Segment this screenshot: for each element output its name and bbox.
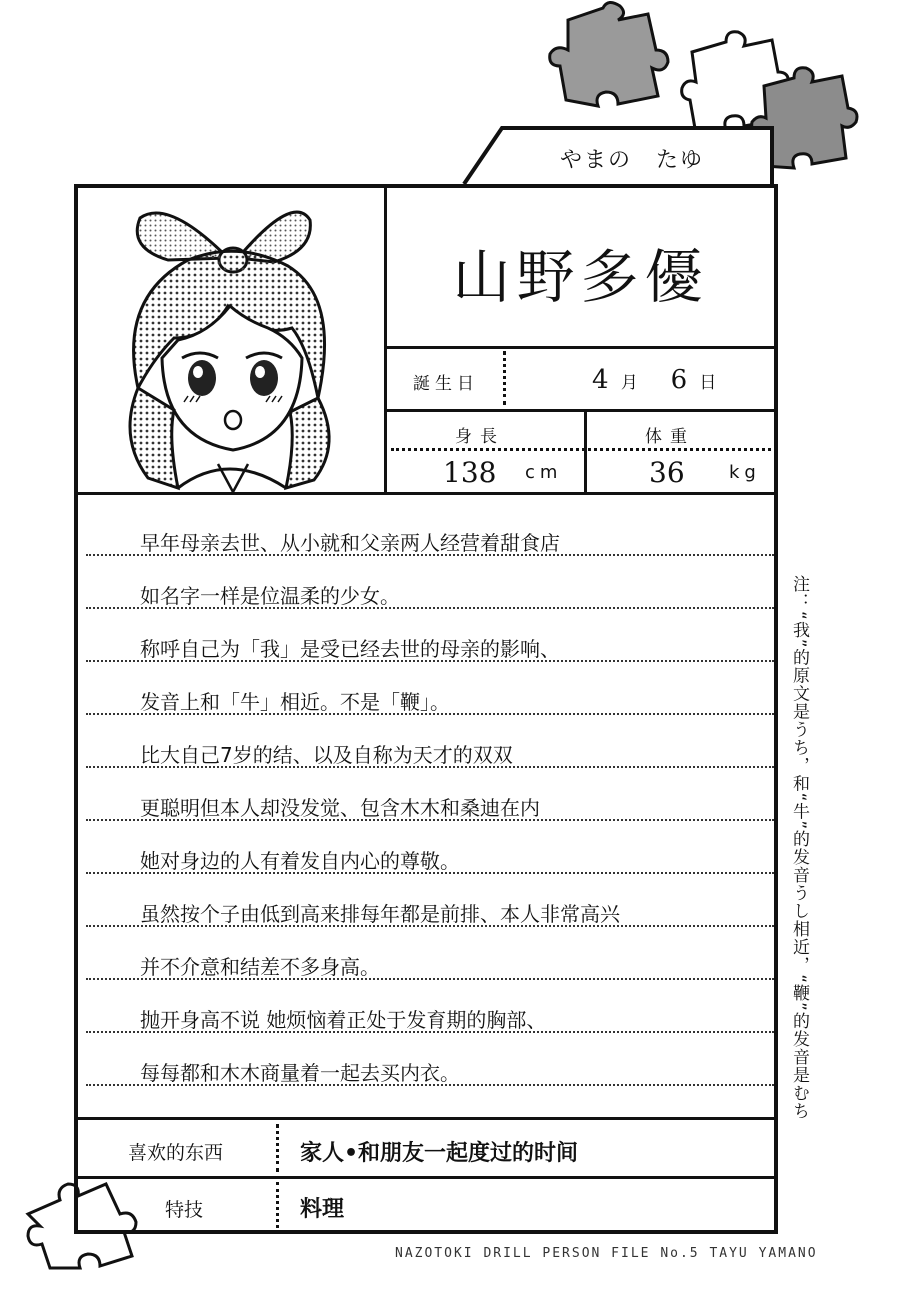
description-line: 虽然按个子由低到高来排每年都是前排、本人非常高兴 [140,902,620,926]
skill-label: 特技 [165,1199,204,1221]
birthday-value [592,365,718,395]
description-line: 她对身边的人有着发自内心的尊敬。 [140,849,460,873]
ruled-line [86,925,774,927]
birthday-row [387,349,774,412]
ruled-line [86,978,774,980]
ruled-line [86,819,774,821]
weight-cell [587,412,774,492]
height-label: 身長 [455,427,505,447]
ruled-line [86,713,774,715]
skill-value: 料理 [300,1197,345,1222]
ruled-line [86,607,774,609]
likes-divider [276,1124,279,1172]
description-line: 并不介意和结差不多身高。 [140,955,380,979]
character-portrait [78,188,387,492]
description-line: 抛开身高不说 她烦恼着正处于发育期的胸部、 [140,1008,547,1032]
description-line: 称呼自己为「我」是受已经去世的母亲的影响、 [140,637,560,661]
likes-label: 喜欢的东西 [128,1142,224,1164]
height-weight-row [387,412,774,492]
description-line: 如名字一样是位温柔的少女。 [140,584,400,608]
birthday-month-unit: 月 [620,373,640,393]
name-kana: やまの たゆ [560,148,705,173]
description-line: 早年母亲去世、从小就和父亲两人经营着甜食店 [140,531,560,555]
ruled-line [86,872,774,874]
weight-label: 体重 [645,427,695,447]
height-value: 138 [443,456,497,489]
translator-note: 注：“我”的原文是うち，和“牛”的发音うし相近，“鞭”的发音是むち [789,575,809,1120]
weight-unit: kg [729,462,761,483]
birthday-month: 4 [592,365,611,395]
ruled-line [86,1084,774,1086]
height-unit: cm [525,462,563,483]
likes-value: 家人•和朋友一起度过的时间 [300,1141,579,1166]
skill-divider [276,1182,279,1228]
ruled-line [86,660,774,662]
puzzle-piece-top-left [548,0,678,110]
description-line: 发音上和「牛」相近。不是「鞭」。 [140,690,450,714]
height-cell [387,412,583,492]
description-line: 更聪明但本人却没发觉、包含木木和桑迪在内 [140,796,540,820]
name-box [387,188,774,349]
description-line: 比大自己7岁的结、以及自称为天才的双双 [140,743,513,767]
character-name: 山野多優 [452,243,709,311]
birthday-day-unit: 日 [699,373,719,393]
footer-row-divider [78,1176,774,1179]
ruled-line [86,1031,774,1033]
ruled-line [86,554,774,556]
birthday-label: 誕生日 [413,374,479,394]
weight-value: 36 [649,456,685,489]
section-divider-top [78,492,774,495]
section-divider-bottom [78,1117,774,1120]
description-line: 每每都和木木商量着一起去买内衣。 [140,1061,460,1085]
birthday-day: 6 [670,365,690,395]
file-caption: NAZOTOKI DRILL PERSON FILE No.5 TAYU YAMANO [395,1246,818,1261]
birthday-divider [503,351,506,405]
ruled-line [86,766,774,768]
